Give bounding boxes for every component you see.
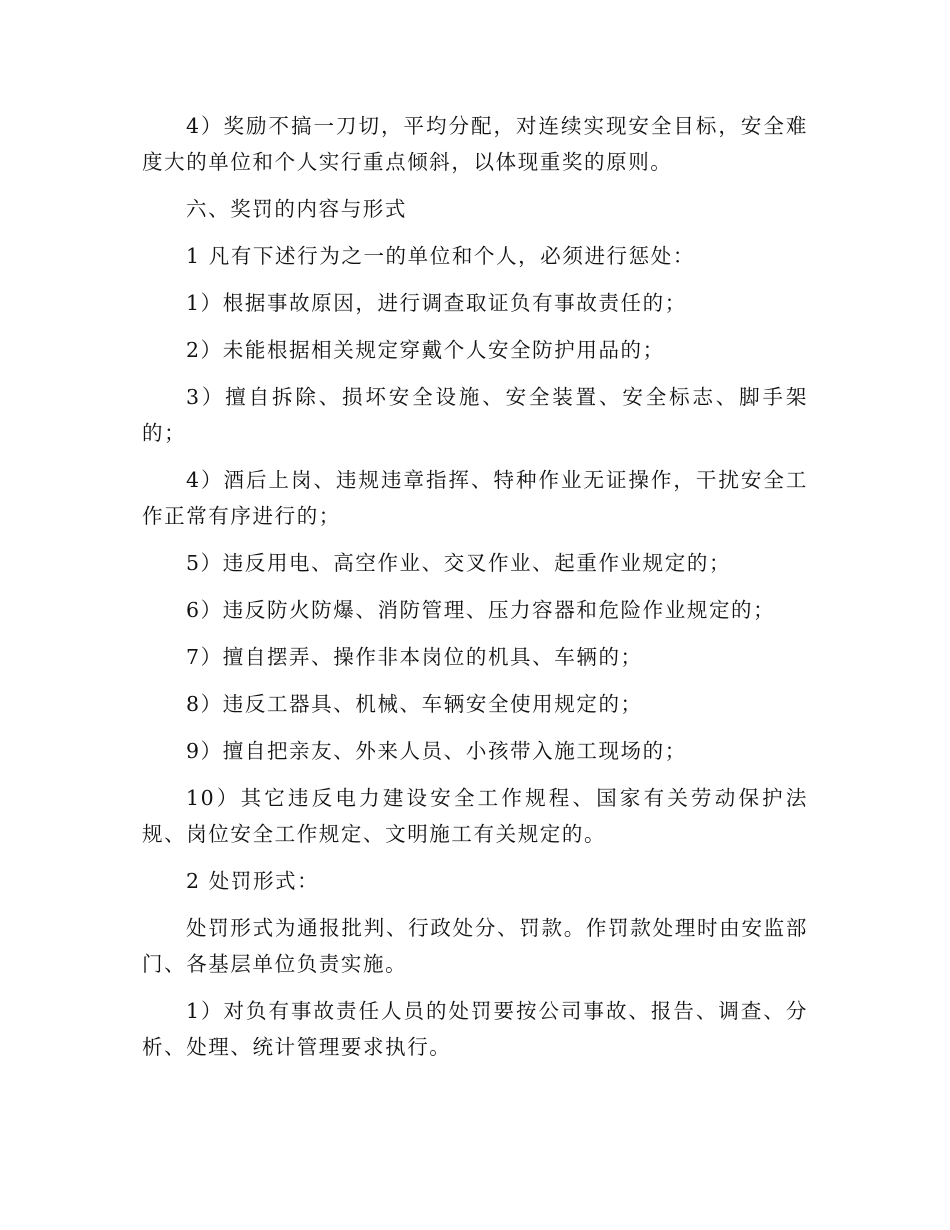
list-item: 7）擅自摆弄、操作非本岗位的机具、车辆的；: [186, 645, 643, 669]
list-item: 6）违反防火防爆、消防管理、压力容器和危险作业规定的；: [186, 598, 776, 622]
paragraph-punishment-forms-heading: 2 处罚形式：: [186, 869, 320, 893]
paragraph-punishable-acts-intro: 1 凡有下述行为之一的单位和个人，必须进行惩处：: [186, 244, 695, 268]
list-item: 1）对负有事故责任人员的处罚要按公司事故、报告、调查、分析、处理、统计管理要求执行。: [142, 999, 808, 1059]
paragraph-punishment-forms: 处罚形式为通报批判、行政处分、罚款。作罚款处理时由安监部门、各基层单位负责实施。: [142, 916, 808, 976]
paragraph-reward-principle: 4）奖励不搞一刀切，平均分配，对连续实现安全目标，安全难度大的单位和个人实行重点倾斜，以体现重奖的原则。: [142, 114, 808, 174]
list-item: 4）酒后上岗、违规违章指挥、特种作业无证操作，干扰安全工作正常有序进行的；: [142, 468, 808, 528]
document-body: [142, 108, 808, 1076]
list-item: 3）擅自拆除、损坏安全设施、安全装置、安全标志、脚手架的；: [142, 385, 808, 445]
section-heading: 六、奖罚的内容与形式: [186, 197, 407, 221]
list-item: 5）违反用电、高空作业、交叉作业、起重作业规定的；: [186, 551, 732, 575]
list-item: 2）未能根据相关规定穿戴个人安全防护用品的；: [186, 338, 665, 362]
list-item: 1）根据事故原因，进行调查取证负有事故责任的；: [186, 291, 687, 315]
list-item: 8）违反工器具、机械、车辆安全使用规定的；: [186, 692, 643, 716]
list-item: 9）擅自把亲友、外来人员、小孩带入施工现场的；: [186, 739, 687, 763]
list-item: 10）其它违反电力建设安全工作规程、国家有关劳动保护法规、岗位安全工作规定、文明施工有关规定的。: [142, 786, 808, 846]
